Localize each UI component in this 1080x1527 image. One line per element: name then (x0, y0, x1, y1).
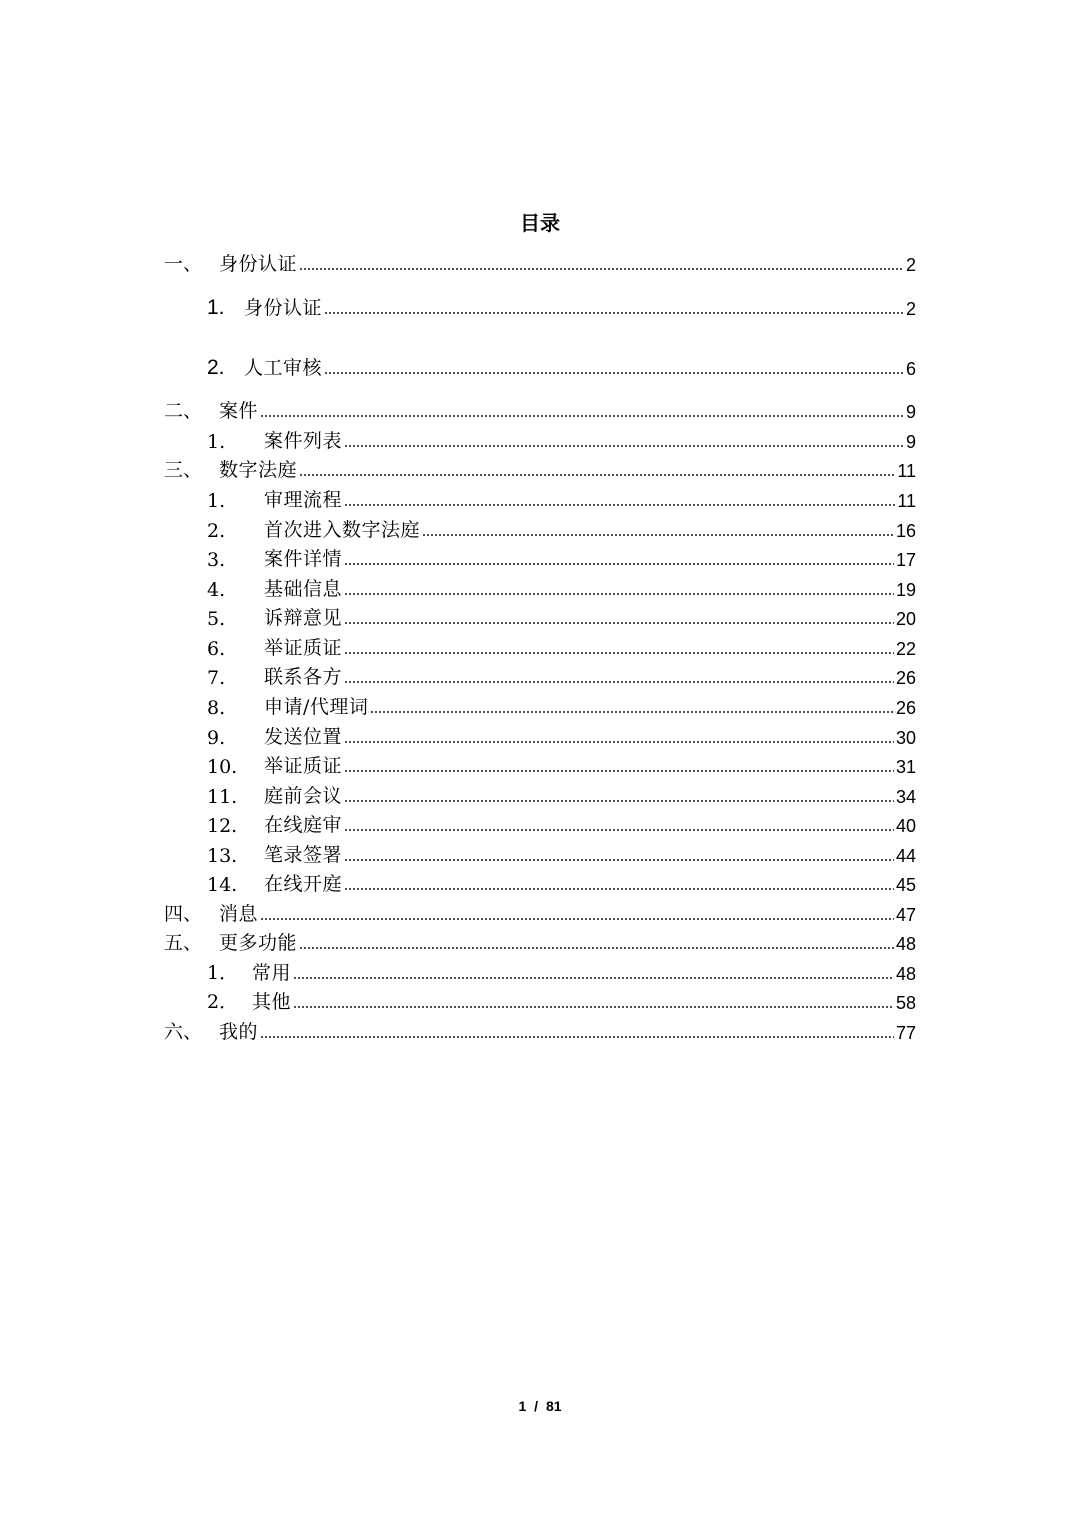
toc-entry-page: 17 (895, 550, 916, 570)
page-footer: 1 / 81 (518, 1398, 562, 1414)
toc-dot-leader (344, 827, 894, 833)
toc-entry-label: 申请/代理词 (264, 696, 369, 718)
toc-entry-label: 笔录签署 (264, 844, 343, 866)
toc-entry[interactable] (207, 723, 916, 749)
toc-entry-number: 4. (207, 579, 226, 601)
toc-entry-number: 8. (207, 697, 226, 719)
toc-entry[interactable] (207, 634, 916, 660)
toc-entry-number: 四、 (164, 903, 203, 925)
toc-entry-label: 案件详情 (264, 548, 343, 570)
toc-dot-leader (344, 798, 894, 804)
toc-entry-page: 9 (905, 402, 916, 422)
toc-entry-page: 30 (895, 728, 916, 748)
toc-entry-number: 2. (207, 520, 226, 542)
toc-entry-page: 16 (895, 521, 916, 541)
toc-entry-label: 身份认证 (219, 253, 298, 275)
toc-entry-label: 发送位置 (264, 726, 343, 748)
toc-entry-label: 人工审核 (244, 357, 323, 379)
toc-dot-leader (344, 561, 894, 567)
toc-entry-label: 举证质证 (264, 755, 343, 777)
toc-entry-label: 基础信息 (264, 578, 343, 600)
toc-dot-leader (293, 1004, 894, 1010)
toc-entry-page: 34 (895, 787, 916, 807)
toc-entry-number: 14. (207, 874, 238, 896)
toc-entry-page: 44 (895, 846, 916, 866)
toc-entry-number: 1． (207, 962, 239, 984)
toc-entry-label: 常用 (252, 962, 292, 984)
toc-entry[interactable] (207, 693, 916, 719)
toc-dot-leader (299, 472, 895, 478)
toc-entry-number: 一、 (164, 253, 203, 275)
toc-entry-label: 身份认证 (244, 297, 323, 319)
toc-entry[interactable] (207, 663, 916, 689)
toc-entry-label: 案件列表 (264, 430, 343, 452)
toc-entry-label: 案件 (219, 400, 259, 422)
toc-entry-page: 77 (895, 1023, 916, 1043)
toc-entry-page: 6 (905, 359, 916, 379)
toc-entry-page: 11 (897, 491, 916, 511)
toc-entry[interactable] (164, 456, 916, 482)
toc-dot-leader (299, 266, 904, 272)
toc-entry-number: 10. (207, 756, 238, 778)
toc-entry-label: 在线开庭 (264, 873, 343, 895)
toc-entry-label: 我的 (219, 1021, 259, 1043)
toc-entry[interactable] (207, 604, 916, 630)
toc-entry-page: 20 (895, 609, 916, 629)
toc-entry-number: 三、 (164, 459, 203, 481)
toc-entry[interactable] (207, 545, 916, 571)
toc-entry-number: 六、 (164, 1021, 203, 1043)
toc-entry-label: 在线庭审 (264, 814, 343, 836)
toc-entry[interactable] (164, 929, 916, 955)
toc-entry-page: 48 (895, 964, 916, 984)
toc-entry-number: 2. (207, 356, 225, 379)
toc-entry[interactable] (164, 1018, 916, 1044)
toc-entry-number: 6. (207, 638, 226, 660)
toc-entry[interactable] (207, 752, 916, 778)
toc-entry-number: 1. (207, 431, 226, 453)
toc-dot-leader (344, 620, 894, 626)
toc-entry-number: 3. (207, 549, 226, 571)
toc-entry-label: 其他 (252, 991, 292, 1013)
toc-entry-page: 40 (895, 816, 916, 836)
toc-dot-leader (324, 310, 904, 316)
toc-entry[interactable] (207, 486, 916, 512)
toc-entry-label: 诉辩意见 (264, 607, 343, 629)
toc-entry[interactable] (207, 782, 916, 808)
toc-entry-label: 首次进入数字法庭 (264, 519, 421, 541)
toc-dot-leader (344, 591, 894, 597)
toc-entry[interactable] (164, 397, 916, 423)
toc-dot-leader (344, 650, 894, 656)
toc-entry-label: 更多功能 (219, 932, 298, 954)
toc-dot-leader (344, 739, 894, 745)
toc-dot-leader (422, 532, 894, 538)
toc-dot-leader (344, 679, 894, 685)
toc-entry[interactable] (207, 294, 916, 320)
toc-entry-number: 12. (207, 815, 238, 837)
toc-entry-number: 5. (207, 608, 226, 630)
toc-dot-leader (299, 945, 894, 951)
toc-entry-number: 1. (207, 296, 225, 319)
toc-dot-leader (293, 975, 894, 981)
toc-entry[interactable] (207, 811, 916, 837)
toc-dot-leader (344, 886, 894, 892)
toc-dot-leader (260, 1034, 894, 1040)
toc-entry-number: 1. (207, 490, 226, 512)
toc-dot-leader (344, 768, 894, 774)
toc-entry-page: 26 (895, 698, 916, 718)
toc-entry-number: 二、 (164, 400, 203, 422)
toc-dot-leader (344, 857, 894, 863)
toc-entry-label: 联系各方 (264, 666, 343, 688)
toc-entry[interactable] (207, 870, 916, 896)
toc-entry-page: 19 (895, 580, 916, 600)
toc-entry-number: 11. (207, 786, 238, 808)
toc-entry[interactable] (164, 250, 916, 276)
toc-entry-label: 庭前会议 (264, 785, 343, 807)
toc-entry[interactable] (207, 354, 916, 380)
toc-entry-page: 45 (895, 875, 916, 895)
toc-dot-leader (370, 709, 894, 715)
toc-entry-page: 22 (895, 639, 916, 659)
toc-dot-leader (260, 916, 894, 922)
toc-entry-number: 13. (207, 845, 238, 867)
toc-entry-page: 47 (895, 905, 916, 925)
toc-entry[interactable] (207, 575, 916, 601)
toc-entry-number: 2． (207, 991, 239, 1013)
toc-entry-label: 审理流程 (264, 489, 343, 511)
toc-entry-page: 9 (905, 432, 916, 452)
toc-entry[interactable] (207, 516, 916, 542)
toc-entry[interactable] (207, 988, 916, 1014)
toc-entry-number: 五、 (164, 932, 203, 954)
toc-entry[interactable] (207, 427, 916, 453)
toc-entry-number: 9. (207, 727, 226, 749)
toc-dot-leader (324, 370, 904, 376)
toc-entry-page: 58 (895, 993, 916, 1013)
toc-entry[interactable] (207, 959, 916, 985)
toc-entry-page: 2 (905, 255, 916, 275)
toc-dot-leader (260, 413, 904, 419)
toc-entry-page: 31 (895, 757, 916, 777)
toc-entry-page: 2 (905, 299, 916, 319)
toc-dot-leader (344, 502, 895, 508)
toc-entry-page: 48 (895, 934, 916, 954)
toc-entry-label: 数字法庭 (219, 459, 298, 481)
toc-entry-number: 7. (207, 667, 226, 689)
toc-dot-leader (344, 443, 904, 449)
toc-entry-label: 举证质证 (264, 637, 343, 659)
toc-entry-page: 26 (895, 668, 916, 688)
toc-entry-page: 11 (897, 461, 916, 481)
toc-title: 目录 (520, 211, 560, 235)
toc-entry[interactable] (207, 841, 916, 867)
toc-entry[interactable] (164, 900, 916, 926)
toc-entry-label: 消息 (219, 903, 259, 925)
